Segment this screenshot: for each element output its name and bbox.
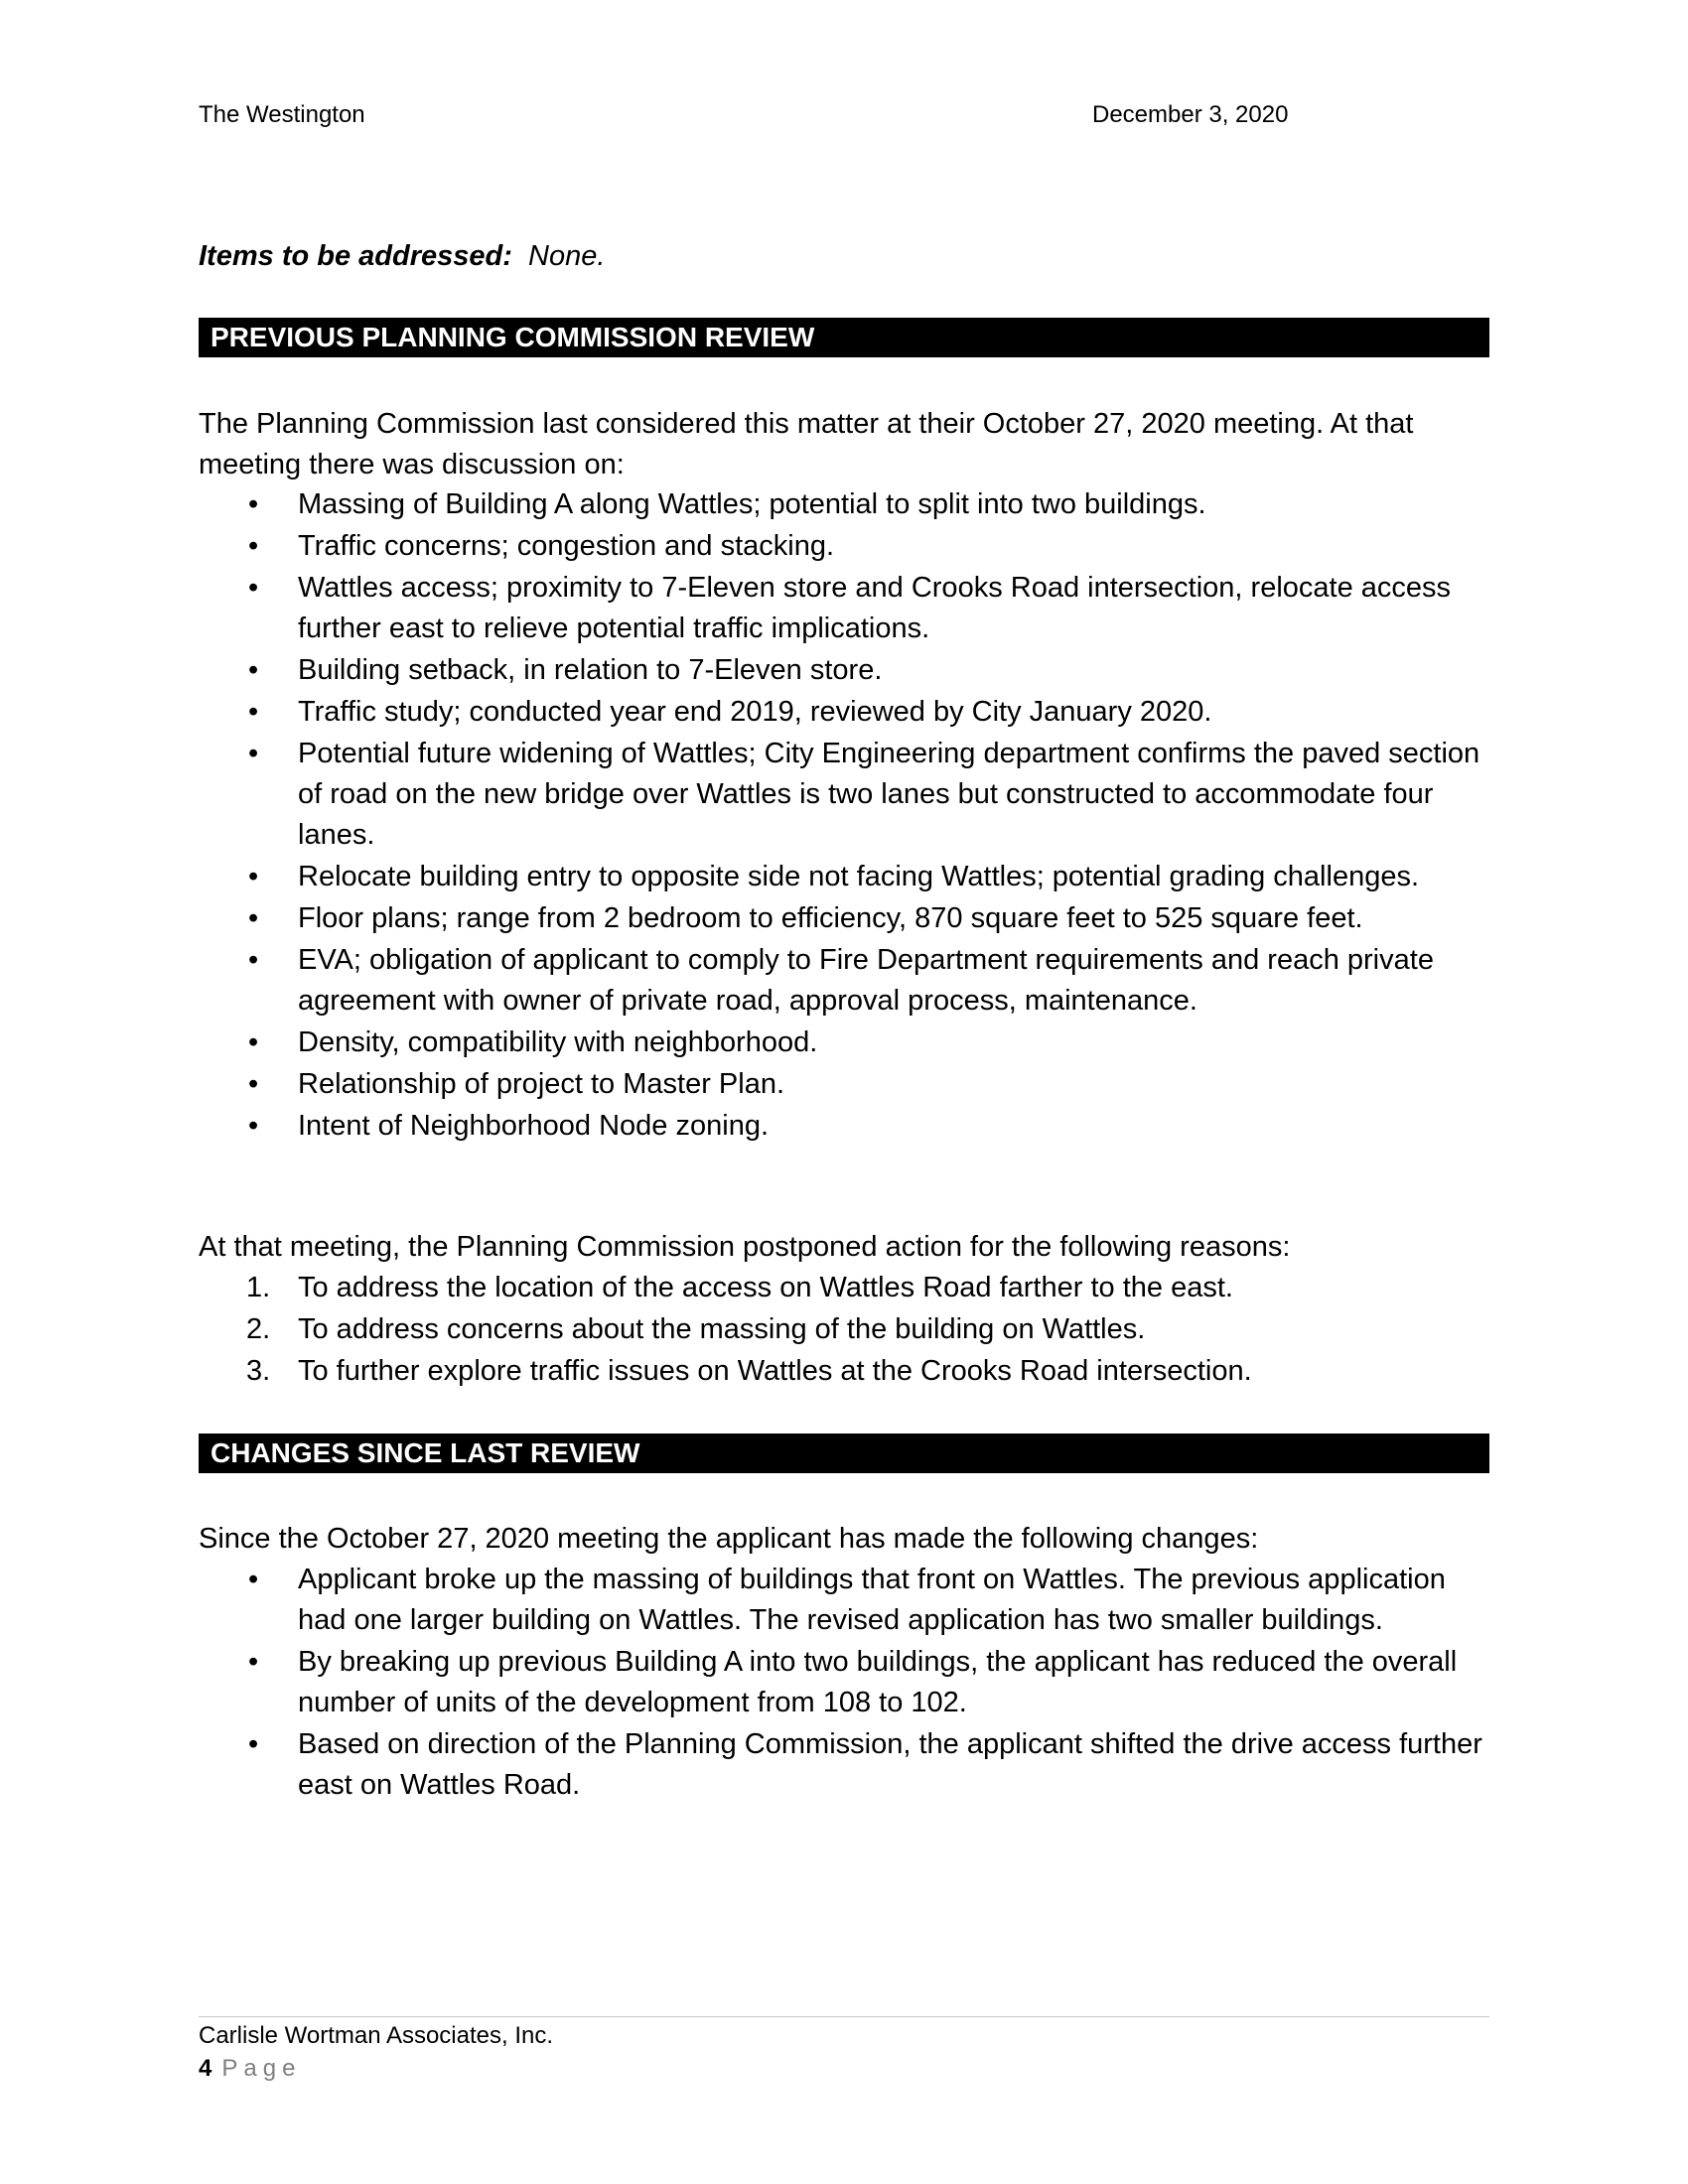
- list-item: • Massing of Building A along Wattles; potential to split into two buildings.: [199, 484, 1489, 525]
- changes-bullet-list: [199, 1560, 1489, 1807]
- document-page: [199, 0, 1489, 2184]
- bullet-icon: •: [248, 696, 259, 728]
- previous-review-intro: The Planning Commission last considered this matter at their October 27, 2020 meeting. At that meeting there was discussion on:: [199, 408, 1414, 480]
- page-label: Page: [221, 2055, 302, 2082]
- list-item: • Intent of Neighborhood Node zoning.: [199, 1106, 1489, 1147]
- list-item: • By breaking up previous Building A into two buildings, the applicant has reduced the overall number of units of the development from 108 to 102.: [199, 1642, 1489, 1723]
- bullet-icon: •: [248, 654, 259, 686]
- list-item: 2. To address concerns about the massing of the building on Wattles.: [246, 1313, 1146, 1345]
- list-item: • Building setback, in relation to 7-Eleven store.: [199, 650, 1489, 691]
- bullet-icon: •: [248, 1068, 259, 1100]
- bullet-icon: •: [248, 488, 259, 520]
- list-item: • Density, compatibility with neighborhood.: [199, 1023, 1489, 1063]
- postponed-intro: At that meeting, the Planning Commission postponed action for the following reasons:: [199, 1231, 1291, 1263]
- bullet-icon: •: [248, 1564, 259, 1595]
- bullet-icon: •: [248, 738, 259, 769]
- list-item: • Traffic concerns; congestion and stacking.: [199, 526, 1489, 567]
- footer-page-number: [199, 2055, 301, 2083]
- changes-intro: Since the October 27, 2020 meeting the applicant has made the following changes:: [199, 1523, 1259, 1555]
- header-date: December 3, 2020: [1092, 101, 1289, 128]
- bullet-icon: •: [248, 861, 259, 892]
- bullet-icon: •: [248, 1646, 259, 1678]
- bullet-icon: •: [248, 944, 259, 976]
- header-project-name: The Westington: [199, 101, 365, 128]
- bullet-icon: •: [248, 1728, 259, 1760]
- items-to-be-addressed: [199, 240, 605, 273]
- list-item: • Relationship of project to Master Plan.: [199, 1064, 1489, 1105]
- footer-divider: [199, 2016, 1489, 2017]
- list-item: • EVA; obligation of applicant to comply to Fire Department requirements and reach private agreement with owner of private road, approval process, maintenance.: [199, 940, 1489, 1022]
- bullet-icon: •: [248, 902, 259, 934]
- list-item: • Relocate building entry to opposite side not facing Wattles; potential grading challenges.: [199, 857, 1489, 897]
- list-item: 1. To address the location of the access on Wattles Road farther to the east.: [246, 1272, 1233, 1303]
- list-item: 3. To further explore traffic issues on Wattles at the Crooks Road intersection.: [246, 1355, 1252, 1387]
- list-item: • Floor plans; range from 2 bedroom to efficiency, 870 square feet to 525 square feet.: [199, 898, 1489, 939]
- footer-company-name: Carlisle Wortman Associates, Inc.: [199, 2022, 554, 2049]
- list-item: • Applicant broke up the massing of buildings that front on Wattles. The previous application had one larger building on Wattles. The revised application has two smaller buildings.: [199, 1560, 1489, 1641]
- items-value: None.: [528, 240, 606, 272]
- page-number: 4: [199, 2055, 212, 2082]
- list-item: • Wattles access; proximity to 7-Eleven store and Crooks Road intersection, relocate access further east to relieve potential traffic implications.: [199, 568, 1489, 649]
- bullet-icon: •: [248, 1026, 259, 1058]
- list-item: • Potential future widening of Wattles; City Engineering department confirms the paved section of road on the new bridge over Wattles is two lanes but constructed to accommodate four lanes.: [199, 734, 1489, 856]
- bullet-icon: •: [248, 1110, 259, 1142]
- postponed-reasons-list: [199, 1268, 1489, 1393]
- bullet-icon: •: [248, 530, 259, 562]
- previous-review-bullet-list: [199, 484, 1489, 1148]
- list-item: • Traffic study; conducted year end 2019, reviewed by City January 2020.: [199, 692, 1489, 733]
- items-label: Items to be addressed:: [199, 240, 512, 272]
- list-item: • Based on direction of the Planning Commission, the applicant shifted the drive access further east on Wattles Road.: [199, 1724, 1489, 1806]
- section-heading-previous-review: PREVIOUS PLANNING COMMISSION REVIEW: [199, 318, 1489, 357]
- section-heading-changes: CHANGES SINCE LAST REVIEW: [199, 1433, 1489, 1473]
- bullet-icon: •: [248, 572, 259, 604]
